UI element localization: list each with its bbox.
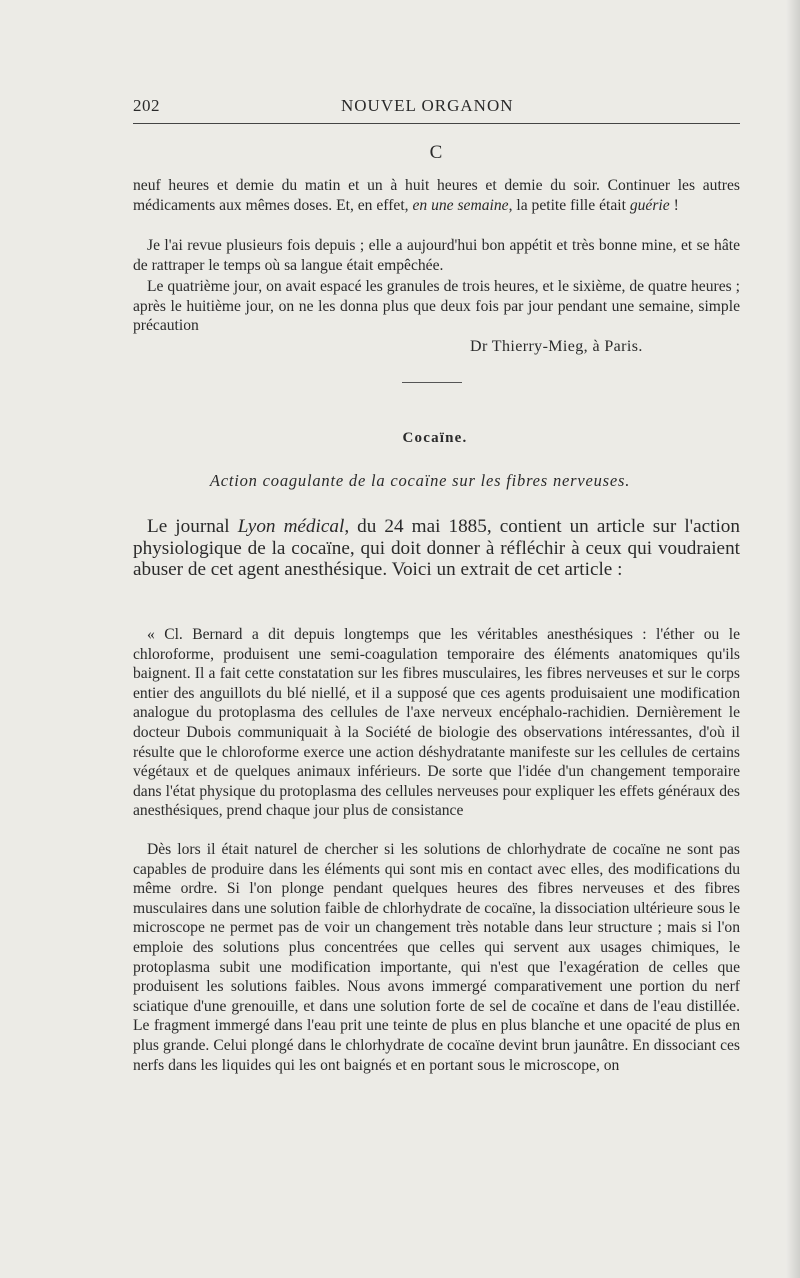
case-emphasis-1: en une semaine: [412, 196, 509, 214]
page-number: 202: [133, 96, 160, 115]
intro-paragraph: [133, 516, 740, 581]
case-paragraph-2: Je l'ai revue plusieurs fois depuis ; elle a aujourd'hui bon appétit et très bonne mine, et se hâte de rattraper le temps où sa langue était empêchée.: [133, 237, 740, 274]
page-header: [133, 92, 740, 122]
section-subtitle: Action coagulante de la cocaïne sur les fibres nerveuses.: [209, 471, 631, 490]
section-letter: C: [429, 142, 443, 163]
running-title: NOUVEL ORGANON: [341, 96, 514, 115]
page-edge-shadow: [786, 0, 800, 1278]
section-separator: [402, 382, 462, 383]
case-emphasis-2: guérie: [629, 196, 670, 214]
intro-text-b: , du 24 mai 1885, contient un article sur l'action physiologique de la cocaïne, qui doit donner à réfléchir à ceux qui voudraient abuser de cet agent anesthésique. Voici un extrait de cet article :: [133, 516, 740, 580]
case-paragraph-3: Le quatrième jour, on avait espacé les granules de trois heures, et le sixième, de quatre heures ; après le huitième jour, on ne les donna plus que deux fois par jour pendant une semaine, simple précaution: [133, 278, 740, 335]
header-rule: [133, 123, 740, 124]
intro-text-a: Le journal: [147, 516, 238, 537]
section-title: Cocaïne.: [402, 430, 468, 446]
case-paragraph-1: [133, 176, 740, 215]
author-signature: Dr Thierry-Mieg, à Paris.: [470, 338, 643, 355]
quote-paragraph-1: « Cl. Bernard a dit depuis longtemps que les véritables anesthésiques : l'éther ou le chloroforme, produisent une semi-coagulation temporaire des éléments anatomiques qu'ils baignent. Il a fait cette constatation sur les fibres musculaires, les fibres nerveuses et sur le corps entier des anguillots du blé niellé, et il a supposé que ces agents produisaient une modification analogue du protoplasma des cellules de l'axe nerveux encéphalo-rachidien. Dernièrement le docteur Dubois communiquait à la Société de biologie des observations intéressantes, d'où il résulte que le chloroforme exerce une action déshydratante manifeste sur les cellules de certains végétaux et de quelques animaux inférieurs. De sorte que l'idée d'un changement temporaire dans l'état physique du protoplasma des cellules nerveuses pour expliquer les effets généraux des anesthésiques, prend chaque jour plus de consistance: [133, 626, 740, 820]
quote-paragraph-2: Dès lors il était naturel de chercher si les solutions de chlorhydrate de cocaïne ne sont pas capables de produire dans les éléments qui sont mis en contact avec elles, des modifications du même ordre. Si l'on plonge pendant quelques heures des fibres nerveuses et des fibres musculaires dans une solution faible de chlorhydrate de cocaïne, la dissociation ultérieure sous le microscope ne permet pas de voir un changement très notable dans leur structure ; mais si l'on emploie des solutions plus concentrées que celles qui servent aux usages chimiques, le protoplasma subit une modification importante, qui n'est que l'exagération de celles que produisent les solutions faibles. Nous avons immergé comparativement une portion du nerf sciatique d'une grenouille, et dans une solution forte de sel de cocaïne et dans de l'eau distillée. Le fragment immergé dans l'eau prit une teinte de plus en plus blanche et une opacité de plus en plus grande. Celui plongé dans le chlorhydrate de cocaïne devint brun jaunâtre. En dissociant ces nerfs dans les liquides qui les ont baignés et en portant sous le microscope, on: [133, 841, 740, 1074]
case-text-a: neuf heures et demie du matin et un à huit heures et demie du soir. Continuer les autres médicaments aux mêmes doses. Et, en effet,: [133, 177, 740, 214]
journal-name: Lyon médical: [237, 516, 345, 537]
case-text-b: , la petite fille était: [508, 196, 630, 214]
case-text-c: !: [669, 196, 679, 214]
